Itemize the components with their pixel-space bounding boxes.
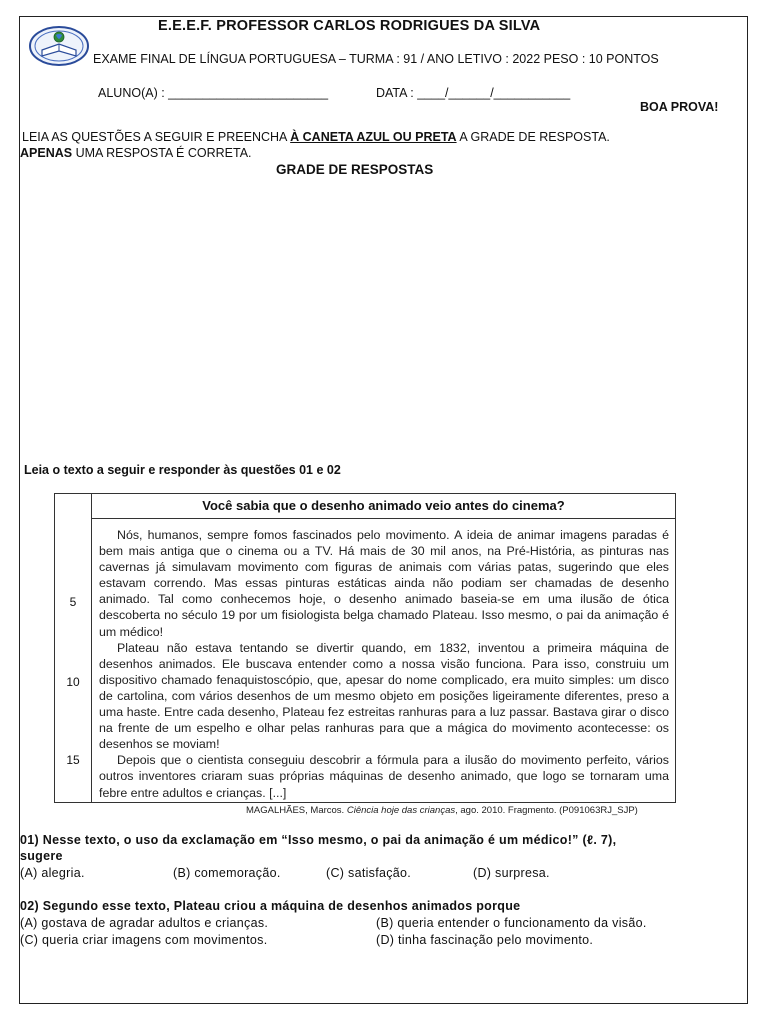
question-2-option-d: (D) tinha fascinação pelo movimento.: [376, 933, 594, 947]
instruction-lead: LEIA AS QUESTÕES A SEGUIR E PREENCHA: [22, 130, 291, 144]
text-title: Você sabia que o desenho animado veio antes do cinema?: [202, 498, 565, 513]
paragraph-2: Plateau não estava tentando se divertir quando, em 1832, inventou a primeira máquina de desenhos animados. Ele buscava entender como a nossa visão funciona. Para isso, construiu um dispositivo chamado fenaquistoscópio, que, apesar do nome complicado, era muito simples: um disco de cartolina, com vários desenhos de um mesmo objeto em posições ligeiramente diferentes, preso a uma haste. Entre cada desenho, Plateau fez estreitas ranhuras para a luz passar. Bastava girar o disco na frente de um espelho e olhar pelas ranhuras para que a mágica do movimento acontecesse: os desenhos se moviam!: [99, 640, 669, 752]
question-1-option-a: (A) alegria.: [20, 866, 85, 880]
question-2-option-a: (A) gostava de agradar adultos e crianças.: [20, 916, 269, 930]
question-2-stem: 02) Segundo esse texto, Plateau criou a máquina de desenhos animados porque: [20, 899, 521, 913]
answer-grid-title: GRADE DE RESPOSTAS: [276, 162, 434, 177]
instruction-tail: A GRADE DE RESPOSTA.: [456, 130, 610, 144]
question-1-option-d: (D) surpresa.: [473, 866, 550, 880]
instruction-line-1: [22, 130, 610, 144]
reading-text-box: [54, 493, 676, 803]
question-1-option-b: (B) comemoração.: [173, 866, 281, 880]
instruction-line-2: [20, 146, 252, 160]
greeting: BOA PROVA!: [640, 100, 719, 114]
question-2-option-c: (C) queria criar imagens com movimentos.: [20, 933, 268, 947]
source-work: Ciência hoje das crianças: [346, 805, 456, 816]
paragraph-1: Nós, humanos, sempre fomos fascinados pelo movimento. A ideia de animar imagens paradas é bem mais antiga que o cinema ou a TV. Há mais de 30 mil anos, na Pré-História, as pinturas nas cavernas já simulavam movimento com figuras de animais com várias patas, sugerindo que eles estavam correndo. Mas essas pinturas estáticas ainda não podiam ser chamadas de desenho animado. Tal como conhecemos hoje, o desenho animado baseia-se em uma ilusão de ótica descoberta no século 19 por um fisiologista belga chamado Plateau. Isso mesmo, o pai da animação é um médico!: [99, 528, 669, 639]
school-logo: [28, 24, 90, 68]
question-1-stem: 01) Nesse texto, o uso da exclamação em “Isso mesmo, o pai da animação é um médico!” (ℓ. 7),: [20, 833, 617, 847]
student-name-field: ALUNO(A) : _______________________: [98, 86, 329, 100]
line-number-15: 15: [66, 753, 80, 767]
instruction-emphasis: À CANETA AZUL OU PRETA: [290, 130, 457, 144]
question-1-option-c: (C) satisfação.: [326, 866, 412, 880]
date-field: DATA : ____/______/___________: [376, 86, 571, 100]
source-author: MAGALHÃES, Marcos.: [246, 805, 347, 816]
line-number-divider: [91, 494, 92, 802]
exam-info: EXAME FINAL DE LÍNGUA PORTUGUESA – TURMA : 91 / ANO LETIVO : 2022 PESO : 10 PONTOS: [93, 52, 659, 66]
reading-instruction: Leia o texto a seguir e responder às questões 01 e 02: [24, 463, 341, 477]
school-name: E.E.E.F. PROFESSOR CARLOS RODRIGUES DA SILVA: [158, 18, 541, 34]
text-body: [99, 527, 669, 801]
line-number-10: 10: [66, 675, 80, 689]
instruction-only-tail: UMA RESPOSTA É CORRETA.: [72, 146, 252, 160]
text-source: [246, 805, 638, 816]
question-1-stem-cont: sugere: [20, 849, 63, 863]
line-number-5: 5: [69, 595, 77, 609]
paragraph-3: Depois que o cientista conseguiu descobrir a fórmula para a ilusão do movimento perfeito, vários outros inventores criaram suas próprias máquinas de desenho animado, que logo se tornaram uma febre entre adultos e crianças. [...]: [99, 753, 669, 800]
instruction-only: APENAS: [20, 146, 73, 160]
question-2-option-b: (B) queria entender o funcionamento da visão.: [376, 916, 647, 930]
title-rule: [92, 518, 675, 519]
source-rest: , ago. 2010. Fragmento. (P091063RJ_SJP): [455, 805, 638, 816]
